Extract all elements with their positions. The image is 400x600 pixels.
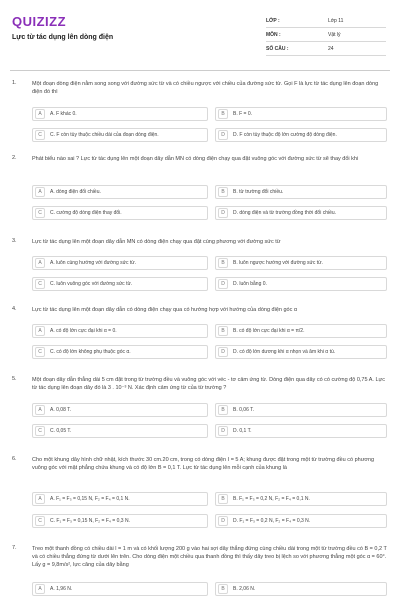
option-text: B. F = 0. (233, 111, 253, 117)
option-letter: A (35, 405, 45, 415)
option-letter: D (218, 130, 228, 140)
question-number: 1. (12, 80, 17, 86)
question-number: 4. (12, 306, 17, 312)
option-text: C. 0,05 T. (50, 428, 72, 434)
option-c[interactable] (32, 514, 208, 528)
option-d[interactable] (215, 424, 387, 438)
header-divider (10, 70, 390, 71)
option-a[interactable] (32, 492, 208, 506)
option-text: A. luôn cùng hướng với đường sức từ. (50, 260, 137, 266)
option-c[interactable] (32, 206, 208, 220)
option-text: C. luôn vuông góc với đường sức từ. (50, 281, 133, 287)
option-a[interactable] (32, 324, 208, 338)
question-number: 7. (12, 545, 17, 551)
option-letter: A (35, 258, 45, 268)
question-number: 3. (12, 238, 17, 244)
meta-label: SỐ CÂU : (266, 45, 289, 52)
option-text: B. F₁ = F₃ = 0,2 N, F₂ = F₄ = 0,1 N. (233, 496, 310, 502)
option-text: B. có độ lớn cực đại khi α = π/2. (233, 328, 305, 334)
question-text: Lực từ tác dụng lên một đoạn dây dẫn MN có dòng điện chạy qua đặt cùng phương với đường sức từ (32, 239, 281, 245)
option-a[interactable] (32, 185, 208, 199)
question-text: Lực từ tác dụng lên một đoạn dây dẫn có dòng điện chạy qua có hướng hợp với hướng của dòng điện góc α (32, 307, 298, 313)
option-b[interactable] (215, 185, 387, 199)
option-b[interactable] (215, 324, 387, 338)
meta-value: Lớp 11 (328, 17, 344, 24)
option-letter: D (218, 426, 228, 436)
option-letter: C (35, 426, 45, 436)
option-c[interactable] (32, 277, 208, 291)
worksheet-header (10, 10, 390, 72)
option-text: C. có độ lớn không phụ thuộc góc α. (50, 349, 131, 355)
option-b[interactable] (215, 492, 387, 506)
option-text: A. có độ lớn cực đại khi α = 0. (50, 328, 117, 334)
option-letter: B (218, 326, 228, 336)
option-letter: B (218, 109, 228, 119)
option-text: D. luôn bằng 0. (233, 281, 267, 287)
option-letter: C (35, 130, 45, 140)
option-b[interactable] (215, 107, 387, 121)
option-text: A. F₁ = F₃ = 0,15 N, F₂ = F₄ = 0,1 N. (50, 496, 130, 502)
option-text: B. luôn ngược hướng với đường sức từ. (233, 260, 323, 266)
meta-row-count (266, 42, 386, 56)
option-d[interactable] (215, 345, 387, 359)
option-text: C. F còn tùy thuộc chiều dài của đoạn dòng điện. (50, 132, 159, 138)
question-text: Treo một thanh đồng có chiều dài l = 1 m và có khối lượng 200 g vào hai sợi dây thẳng đứng cùng chiều dài trong một từ trường đều có B = 0,2 T và có chiều thẳng đứng từ dưới lên trên. Cho dòng điện một chiều qua thanh đồng thì thấy dây treo bị lệch so với phương thẳng một góc α = 60°. Lấy g = 9,8m/s², lực căng của dây bằng (32, 546, 387, 568)
option-c[interactable] (32, 424, 208, 438)
page-title: Lực từ tác dụng lên dòng điện (12, 34, 114, 41)
question-text: Một đoạn dây dẫn thẳng dài 5 cm đặt trong từ trường đều và vuông góc với véc - tơ cảm ứng từ. Dòng điện qua dây có có cường độ 0,75 A. Lực từ tác dụng lên đoạn dây đó là 3 . 10⁻³ N. Xác định cảm ứng từ của từ trường ? (32, 377, 385, 391)
option-a[interactable] (32, 256, 208, 270)
option-text: A. dòng điện đổi chiều. (50, 189, 101, 195)
option-text: C. F₁ = F₃ = 0,15 N, F₂ = F₄ = 0,3 N. (50, 518, 130, 524)
option-letter: A (35, 494, 45, 504)
meta-row-class (266, 14, 386, 28)
option-text: C. cường độ dòng điện thay đổi. (50, 210, 122, 216)
option-text: D. F còn tùy thuộc độ lớn cường độ dòng điện. (233, 132, 337, 138)
option-letter: D (218, 516, 228, 526)
option-b[interactable] (215, 256, 387, 270)
option-text: B. 0,06 T. (233, 407, 255, 413)
option-letter: B (218, 258, 228, 268)
question-number: 6. (12, 456, 17, 462)
meta-row-subject (266, 28, 386, 42)
meta-value: Vật lý (328, 31, 341, 38)
option-letter: D (218, 347, 228, 357)
worksheet-meta (266, 14, 386, 56)
question-text: Phát biểu nào sai ? Lực từ tác dụng lên một đoạn dây dẫn MN có dòng điện chạy qua đặt vuông góc với đường sức từ sẽ thay đổi khi (32, 156, 359, 162)
option-c[interactable] (32, 345, 208, 359)
question-number: 5. (12, 376, 17, 382)
meta-label: LỚP : (266, 17, 280, 24)
option-d[interactable] (215, 128, 387, 142)
option-letter: A (35, 187, 45, 197)
option-letter: B (218, 494, 228, 504)
option-letter: A (35, 584, 45, 594)
option-text: D. F₁ = F₃ = 0,2 N, F₂ = F₄ = 0,3 N. (233, 518, 311, 524)
option-letter: A (35, 326, 45, 336)
option-letter: D (218, 279, 228, 289)
option-letter: B (218, 187, 228, 197)
option-d[interactable] (215, 514, 387, 528)
option-text: D. dòng điện và từ trường đồng thời đổi chiều. (233, 210, 337, 216)
option-d[interactable] (215, 206, 387, 220)
option-text: A. 1,96 N. (50, 586, 73, 592)
option-text: A. F khác 0. (50, 111, 77, 117)
quizizz-logo: QUIZIZZ (12, 14, 67, 29)
option-text: B. 2,06 N. (233, 586, 256, 592)
option-a[interactable] (32, 403, 208, 417)
option-a[interactable] (32, 107, 208, 121)
option-letter: B (218, 405, 228, 415)
question-number: 2. (12, 155, 17, 161)
question-text: Cho một khung dây hình chữ nhật, kích thước 30 cm.20 cm, trong có dòng điện I = 5 A; khung được đặt trong một từ trường đều có phương vuông góc với mặt phẳng chứa khung và có độ lớn B = 0,1 T. Lực từ tác dụng lên mỗi cạnh của khung là (32, 457, 375, 471)
option-text: D. 0,1 T. (233, 428, 252, 434)
option-text: A. 0,08 T. (50, 407, 72, 413)
option-text: B. từ trường đổi chiều. (233, 189, 284, 195)
option-c[interactable] (32, 128, 208, 142)
option-letter: A (35, 109, 45, 119)
option-b[interactable] (215, 582, 387, 596)
option-letter: B (218, 584, 228, 594)
option-letter: C (35, 208, 45, 218)
question-text: Một đoạn dòng điện nằm song song với đường sức từ và có chiều ngược với chiều của đường sức từ. Gọi F là lực từ tác dụng lên đoạn dòng điện đó thì (32, 81, 379, 95)
option-d[interactable] (215, 277, 387, 291)
option-letter: C (35, 347, 45, 357)
option-letter: C (35, 279, 45, 289)
option-a[interactable] (32, 582, 208, 596)
option-b[interactable] (215, 403, 387, 417)
option-letter: D (218, 208, 228, 218)
option-text: D. có độ lớn dương khi α nhọn và âm khi α tù. (233, 349, 336, 355)
meta-value: 24 (328, 45, 334, 52)
meta-label: MÔN : (266, 31, 281, 38)
option-letter: C (35, 516, 45, 526)
